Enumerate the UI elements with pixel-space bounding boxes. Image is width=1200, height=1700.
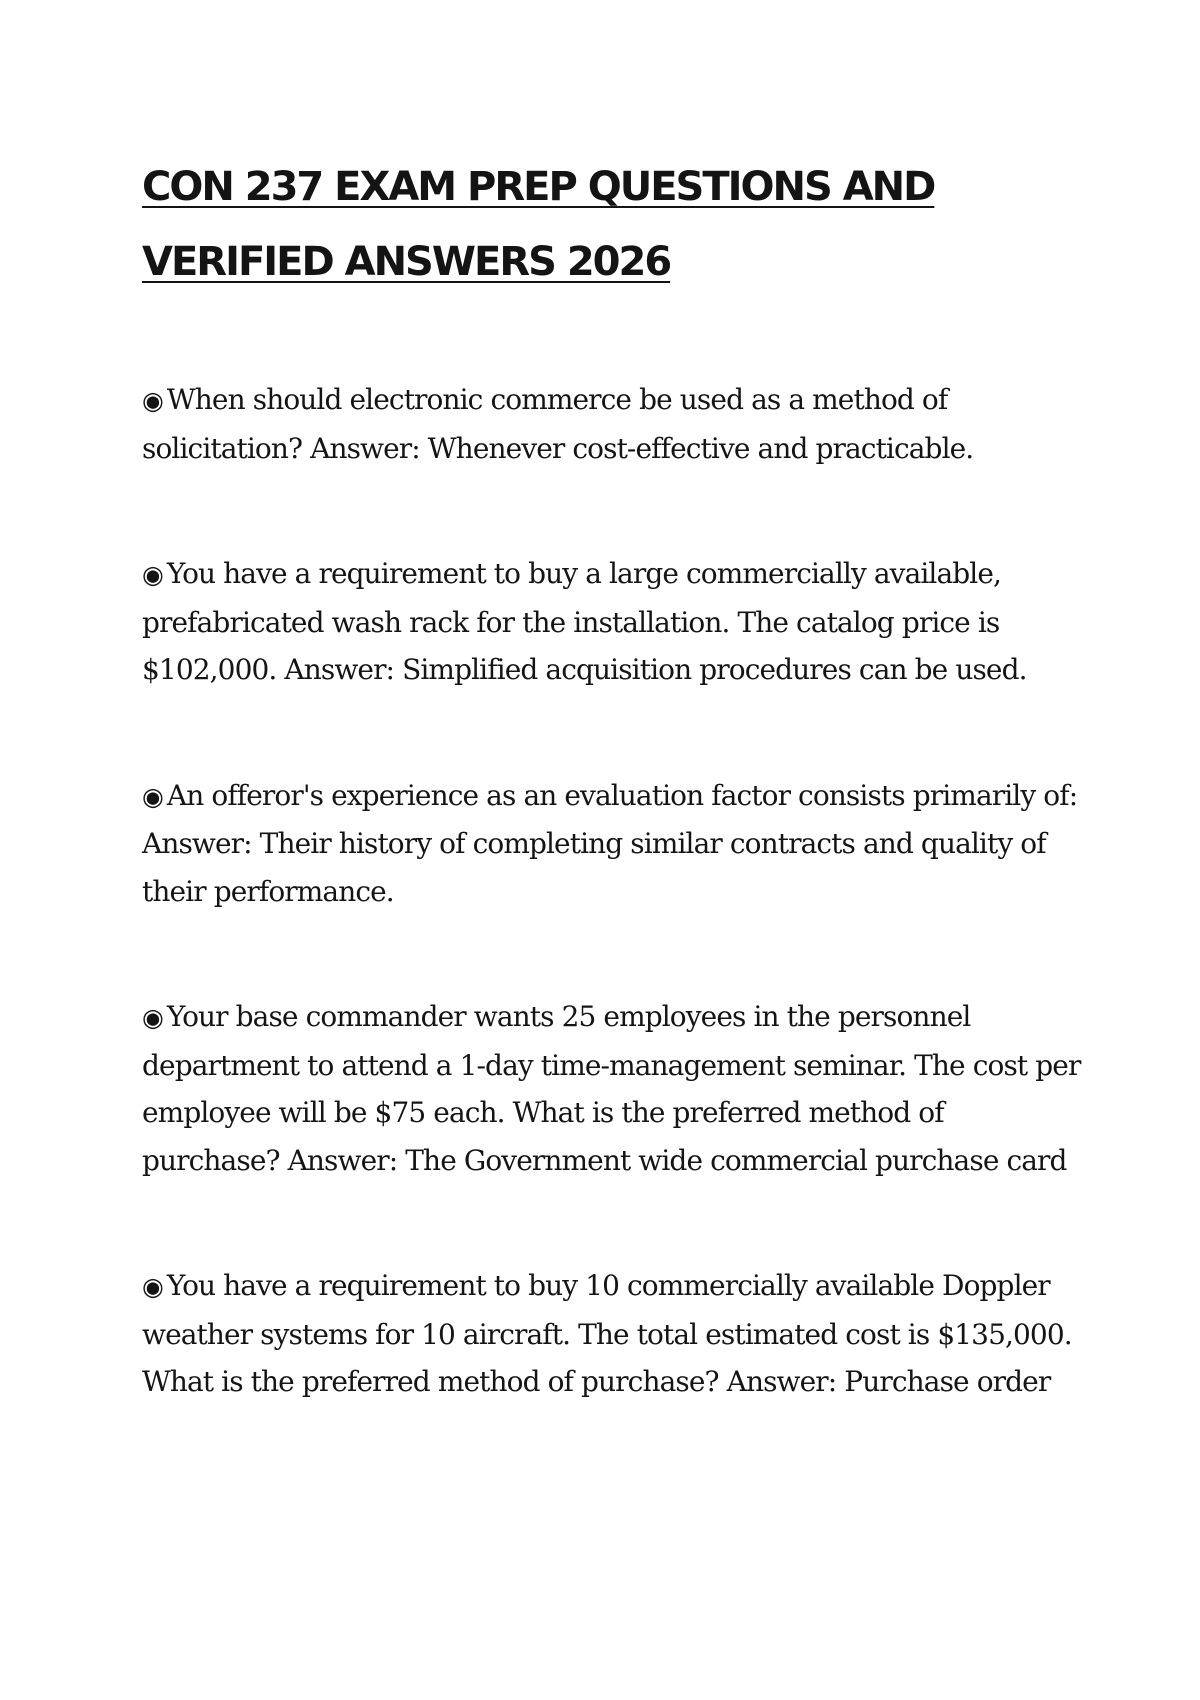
radio-bullet-icon: ◉ bbox=[142, 781, 163, 811]
qa-item-4 bbox=[142, 993, 1082, 1184]
qa-text: When should electronic commerce be used as a method of solicitation? Answer: Whenever cost-effective and practicable. bbox=[142, 383, 974, 465]
qa-text: You have a requirement to buy a large commercially available, prefabricated wash rack for the installation. The catalog price is $102,000. Answer: Simplified acquisition procedures can be used. bbox=[142, 557, 1027, 686]
qa-item-2 bbox=[142, 550, 1082, 694]
qa-text: Your base commander wants 25 employees in the personnel department to attend a 1-day time-management seminar. The cost per employee will be $75 each. What is the preferred method of purchase? Answer: The Government wide commercial purchase card bbox=[142, 1000, 1081, 1177]
qa-text: You have a requirement to buy 10 commercially available Doppler weather systems for 10 aircraft. The total estimated cost is $135,000. What is the preferred method of purchase? Answer: Purchase order bbox=[142, 1269, 1072, 1398]
radio-bullet-icon: ◉ bbox=[142, 1272, 163, 1301]
qa-item-3 bbox=[142, 772, 1082, 916]
document-title-line-2: VERIFIED ANSWERS 2026 bbox=[142, 239, 671, 285]
radio-bullet-icon: ◉ bbox=[142, 560, 163, 589]
qa-text: An offeror's experience as an evaluation factor consists primarily of: Answer: Their history of completing similar contracts and quality of their performance. bbox=[142, 778, 1078, 908]
qa-item-5 bbox=[142, 1262, 1082, 1406]
radio-bullet-icon: ◉ bbox=[142, 386, 163, 415]
radio-bullet-icon: ◉ bbox=[142, 1003, 163, 1032]
question-answer-list bbox=[142, 376, 1082, 1484]
qa-item-1 bbox=[142, 376, 1082, 472]
document-title bbox=[142, 150, 1092, 300]
document-title-line-1: CON 237 EXAM PREP QUESTIONS AND bbox=[142, 164, 935, 210]
